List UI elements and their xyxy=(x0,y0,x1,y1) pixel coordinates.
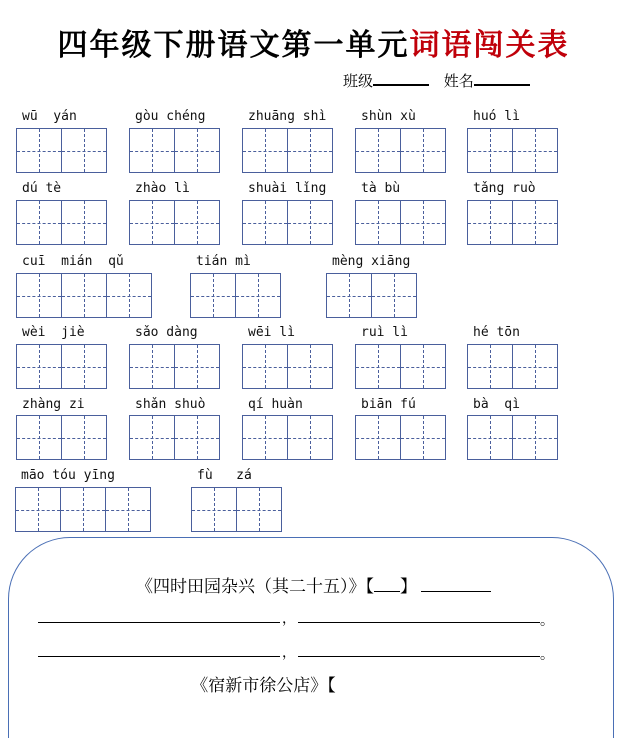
tianzige-cell[interactable] xyxy=(243,201,288,244)
tianzige-cell[interactable] xyxy=(243,129,288,172)
pinyin-label: dú tè xyxy=(22,181,62,196)
poem-section xyxy=(8,537,614,738)
tianzige-cell[interactable] xyxy=(513,416,558,459)
tianzige-box-group xyxy=(129,415,220,460)
tianzige-cell[interactable] xyxy=(192,488,237,531)
tianzige-cell[interactable] xyxy=(61,488,106,531)
tianzige-cell[interactable] xyxy=(236,274,281,317)
name-field[interactable] xyxy=(474,70,530,86)
tianzige-cell[interactable] xyxy=(17,345,62,388)
pinyin-label: shǎn shuò xyxy=(135,397,206,412)
tianzige-cell[interactable] xyxy=(356,129,401,172)
tianzige-box-group xyxy=(242,128,333,173)
tianzige-cell[interactable] xyxy=(513,201,558,244)
pinyin-label: tián mì xyxy=(196,254,251,269)
tianzige-box-group xyxy=(242,200,333,245)
pinyin-label: wū yán xyxy=(22,109,77,124)
period: 。 xyxy=(540,647,554,663)
poem1-line2a-field[interactable] xyxy=(38,656,280,657)
poem1-dynasty-field[interactable] xyxy=(374,577,400,592)
tianzige-box-group xyxy=(355,344,446,389)
tianzige-box-group xyxy=(16,200,107,245)
pinyin-label: zhuāng shì xyxy=(248,109,327,124)
tianzige-box-group xyxy=(467,344,558,389)
poem1-line1a-field[interactable] xyxy=(38,622,280,623)
title-main: 四年级下册语文第一单元 xyxy=(57,28,410,63)
tianzige-cell[interactable] xyxy=(107,274,152,317)
pinyin-label: qí huàn xyxy=(248,397,303,412)
pinyin-label: fù zá xyxy=(197,468,252,483)
tianzige-box-group xyxy=(242,415,333,460)
tianzige-box-group xyxy=(15,487,151,532)
poem1-title-line xyxy=(0,572,627,597)
pinyin-label: tǎng ruò xyxy=(473,181,536,196)
poem1-line1b-field[interactable] xyxy=(298,622,540,623)
tianzige-box-group xyxy=(129,128,220,173)
pinyin-label: bà qì xyxy=(473,397,520,412)
tianzige-cell[interactable] xyxy=(372,274,417,317)
tianzige-box-group xyxy=(16,128,107,173)
tianzige-cell[interactable] xyxy=(356,345,401,388)
pinyin-label: wèi jiè xyxy=(22,325,85,340)
tianzige-box-group xyxy=(16,344,107,389)
tianzige-box-group xyxy=(467,200,558,245)
tianzige-box-group xyxy=(242,344,333,389)
tianzige-cell[interactable] xyxy=(130,201,175,244)
pinyin-label: cuī mián qǔ xyxy=(22,254,124,269)
tianzige-cell[interactable] xyxy=(237,488,282,531)
tianzige-box-group xyxy=(129,200,220,245)
tianzige-box-group xyxy=(355,128,446,173)
tianzige-cell[interactable] xyxy=(17,201,62,244)
tianzige-cell[interactable] xyxy=(191,274,236,317)
tianzige-cell[interactable] xyxy=(175,201,220,244)
tianzige-cell[interactable] xyxy=(130,129,175,172)
tianzige-box-group xyxy=(355,415,446,460)
tianzige-cell[interactable] xyxy=(130,416,175,459)
tianzige-cell[interactable] xyxy=(17,274,62,317)
tianzige-box-group xyxy=(16,273,152,318)
tianzige-cell[interactable] xyxy=(401,416,446,459)
pinyin-label: wēi lì xyxy=(248,325,295,340)
poem1-bracket-close: 】 xyxy=(400,577,417,597)
pinyin-label: shùn xù xyxy=(361,109,416,124)
comma: ， xyxy=(282,611,296,627)
tianzige-cell[interactable] xyxy=(288,416,333,459)
tianzige-cell[interactable] xyxy=(175,345,220,388)
tianzige-cell[interactable] xyxy=(356,416,401,459)
tianzige-cell[interactable] xyxy=(468,201,513,244)
tianzige-cell[interactable] xyxy=(401,129,446,172)
tianzige-cell[interactable] xyxy=(62,274,107,317)
tianzige-cell[interactable] xyxy=(288,201,333,244)
student-info xyxy=(343,70,540,91)
class-label: 班级 xyxy=(343,72,374,90)
tianzige-box-group xyxy=(16,415,107,460)
tianzige-box-group xyxy=(190,273,281,318)
pinyin-label: zhàng zi xyxy=(22,397,85,412)
tianzige-cell[interactable] xyxy=(175,416,220,459)
class-field[interactable] xyxy=(373,70,429,86)
poem1-line2b-field[interactable] xyxy=(298,656,540,657)
tianzige-cell[interactable] xyxy=(16,488,61,531)
tianzige-cell[interactable] xyxy=(62,345,107,388)
poem1-author-field[interactable] xyxy=(421,577,491,592)
tianzige-cell[interactable] xyxy=(468,345,513,388)
tianzige-cell[interactable] xyxy=(288,129,333,172)
pinyin-label: ruì lì xyxy=(361,325,408,340)
poem2-title: 《宿新市徐公店》【 xyxy=(191,676,336,696)
tianzige-cell[interactable] xyxy=(468,416,513,459)
pinyin-label: huó lì xyxy=(473,109,520,124)
period: 。 xyxy=(540,613,554,629)
tianzige-cell[interactable] xyxy=(130,345,175,388)
page-title xyxy=(0,20,627,64)
tianzige-cell[interactable] xyxy=(243,345,288,388)
tianzige-cell[interactable] xyxy=(62,201,107,244)
tianzige-cell[interactable] xyxy=(17,129,62,172)
pinyin-label: gòu chéng xyxy=(135,109,206,124)
pinyin-label: sǎo dàng xyxy=(135,325,198,340)
tianzige-box-group xyxy=(129,344,220,389)
tianzige-box-group xyxy=(191,487,282,532)
tianzige-cell[interactable] xyxy=(401,201,446,244)
tianzige-cell[interactable] xyxy=(62,416,107,459)
tianzige-cell[interactable] xyxy=(175,129,220,172)
tianzige-cell[interactable] xyxy=(513,345,558,388)
tianzige-cell[interactable] xyxy=(288,345,333,388)
tianzige-cell[interactable] xyxy=(401,345,446,388)
pinyin-label: hé tōn xyxy=(473,325,520,340)
tianzige-cell[interactable] xyxy=(243,416,288,459)
pinyin-label: tà bù xyxy=(361,181,401,196)
pinyin-label: zhào lì xyxy=(135,181,190,196)
poem1-title: 《四时田园杂兴（其二十五）》【 xyxy=(136,577,374,597)
tianzige-cell[interactable] xyxy=(62,129,107,172)
tianzige-box-group xyxy=(467,415,558,460)
tianzige-cell[interactable] xyxy=(356,201,401,244)
tianzige-cell[interactable] xyxy=(327,274,372,317)
pinyin-label: māo tóu yīng xyxy=(21,468,115,483)
tianzige-box-group xyxy=(467,128,558,173)
tianzige-cell[interactable] xyxy=(468,129,513,172)
pinyin-label: mèng xiāng xyxy=(332,254,411,269)
tianzige-box-group xyxy=(326,273,417,318)
name-label: 姓名 xyxy=(443,72,474,90)
tianzige-cell[interactable] xyxy=(17,416,62,459)
pinyin-label: biān fú xyxy=(361,397,416,412)
tianzige-box-group xyxy=(355,200,446,245)
tianzige-cell[interactable] xyxy=(106,488,151,531)
comma: ， xyxy=(282,645,296,661)
tianzige-cell[interactable] xyxy=(513,129,558,172)
pinyin-label: shuài lǐng xyxy=(248,181,327,196)
title-highlight: 词语闯关表 xyxy=(409,28,570,63)
